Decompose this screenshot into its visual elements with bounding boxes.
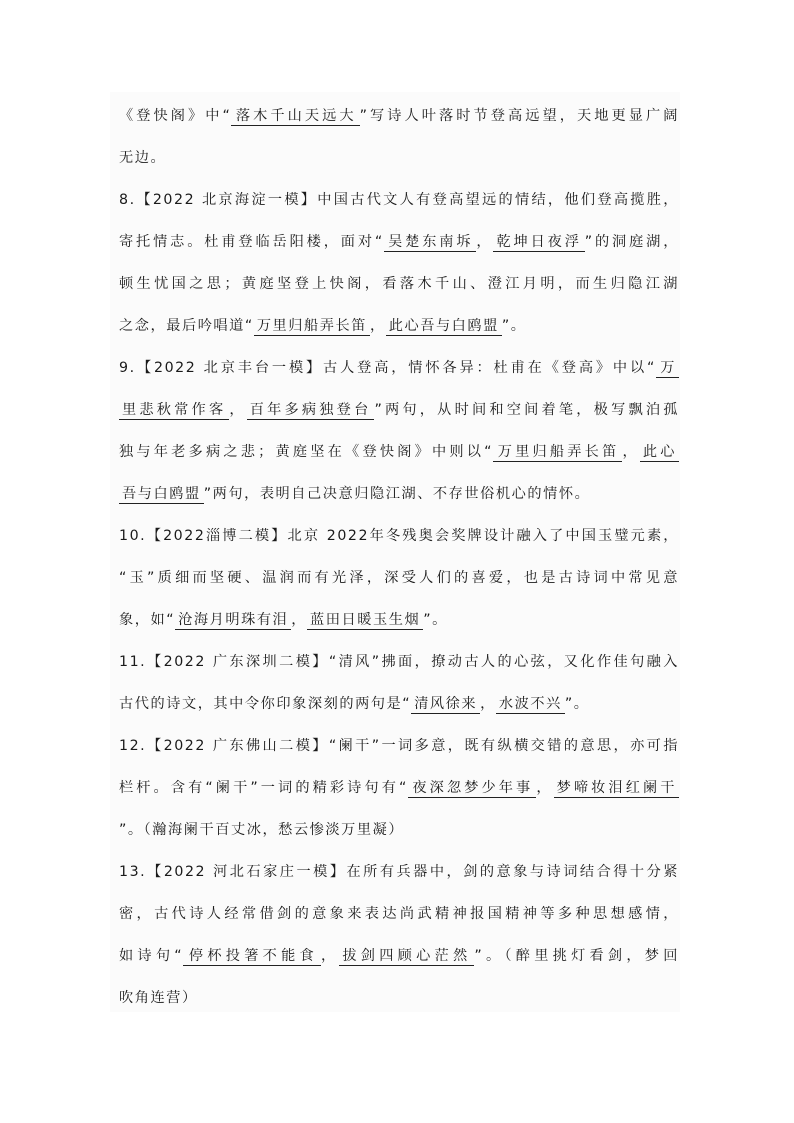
question-10-line: [119, 526, 679, 548]
text: ”写诗人叶落时节登高远望，天地更显广阔: [359, 108, 679, 124]
question-9-line: [119, 358, 679, 380]
text: ，: [622, 444, 640, 460]
text: 象，如“: [119, 612, 176, 628]
text-line: [119, 694, 679, 716]
text: 13.【2022 河北石家庄一模】在所有兵器中，剑的意象与诗词结合得十分紧: [119, 864, 679, 880]
answer-blank: 百年多病独登台: [247, 402, 375, 420]
text: ”两句，表明自己决意归隐江湖、不存世俗机心的情怀。: [203, 486, 591, 502]
question-13-line: [119, 862, 679, 884]
text-line: [119, 316, 679, 338]
text: ”的洞庭湖，: [584, 234, 679, 250]
text: 9.【2022 北京丰台一模】古人登高，情怀各异：杜甫在《登高》中以“: [119, 360, 656, 376]
text: 8.【2022 北京海淀一模】中国古代文人有登高望远的情结，他们登高揽胜，: [119, 192, 679, 208]
text-line: [119, 274, 679, 296]
text: ，: [369, 318, 386, 334]
text-line: [119, 232, 679, 254]
answer-blank: 拔剑四顾心茫然: [339, 948, 474, 966]
text: ”两句，从时间和空间着笔，极写飘泊孤: [374, 402, 679, 418]
answer-blank: 停杯投箸不能食: [183, 948, 321, 966]
answer-blank: 夜深忽梦少年事: [408, 780, 536, 798]
text: 寄托情志。杜甫登临岳阳楼，面对“: [119, 234, 384, 250]
answer-blank: 万里归船弄长笛: [493, 444, 622, 462]
text: ，: [536, 780, 554, 796]
text: 顿生忧国之思；黄庭坚登上快阁，看落木千山、澄江月明，而生归隐江湖: [119, 276, 679, 292]
text: ，: [476, 234, 494, 250]
text-line: [119, 568, 679, 590]
question-12-line: [119, 736, 679, 758]
text-line: [119, 442, 679, 464]
text: 古代的诗文，其中令你印象深刻的两句是“: [119, 696, 412, 712]
text-line: [119, 610, 679, 632]
text: 之念，最后吟唱道“: [119, 318, 254, 334]
text: “玉”质细而坚硬、温润而有光泽，深受人们的喜爱，也是古诗词中常见意: [119, 570, 679, 586]
answer-blank: 万: [656, 360, 679, 378]
text-line: [119, 778, 679, 800]
text: ”。（瀚海阑干百丈冰，愁云惨淡万里凝）: [119, 822, 405, 838]
text: 无边。: [119, 150, 167, 166]
text: 独与年老多病之悲；黄庭坚在《登快阁》中则以“: [119, 444, 494, 460]
answer-blank: 吴楚东南坼: [384, 234, 477, 252]
text: 如诗句“: [119, 948, 184, 964]
answer-blank: 万里归船弄长笛: [254, 318, 370, 336]
text-line: [119, 148, 679, 170]
text: 《登快阁》中“: [119, 108, 232, 124]
text-line: [119, 988, 679, 1010]
text: ，: [480, 696, 496, 712]
answer-blank: 此心吾与白鸥盟: [386, 318, 502, 336]
text: ”。: [423, 612, 448, 628]
question-8-line: [119, 190, 679, 212]
text: 11.【2022 广东深圳二模】“清风”拂面，撩动古人的心弦，又化作佳句融入: [119, 654, 679, 670]
text: 10.【2022淄博二模】北京 2022年冬残奥会奖牌设计融入了中国玉璧元素，: [119, 528, 679, 544]
text-line: [119, 484, 679, 506]
text-line: [119, 400, 679, 422]
answer-blank: 落木千山天远大: [231, 108, 359, 126]
answer-blank: 沧海月明珠有泪: [175, 612, 291, 630]
answer-blank: 水波不兴: [496, 696, 565, 714]
question-11-line: [119, 652, 679, 674]
text: ，: [320, 948, 340, 964]
text-line: [119, 946, 679, 968]
text: 12.【2022 广东佛山二模】“阑干”一词多意，既有纵横交错的意思，亦可指: [119, 738, 679, 754]
answer-blank: 此心: [640, 444, 679, 462]
text: ”。: [501, 318, 527, 334]
answer-blank: 吾与白鸥盟: [119, 486, 204, 504]
answer-blank: 里悲秋常作客: [119, 402, 229, 420]
answer-blank: 乾坤日夜浮: [493, 234, 584, 252]
text: ”。（醉里挑灯看剑，梦回: [474, 948, 679, 964]
text-line: [119, 820, 679, 842]
answer-blank: 清风徐来: [411, 696, 480, 714]
text-line: [119, 106, 679, 128]
text: ，: [291, 612, 308, 628]
answer-blank: 蓝田日暖玉生烟: [307, 612, 423, 630]
text-line: [119, 904, 679, 926]
text: 吹角连营）: [119, 990, 198, 1006]
text: 栏杆。含有“阑干”一词的精彩诗句有“: [119, 780, 408, 796]
text: ”。: [564, 696, 590, 712]
answer-blank: 梦啼妆泪红阑干: [554, 780, 679, 798]
text: ，: [229, 402, 247, 418]
text: 密，古代诗人经常借剑的意象来表达尚武精神报国精神等多种思想感情，: [119, 906, 679, 922]
